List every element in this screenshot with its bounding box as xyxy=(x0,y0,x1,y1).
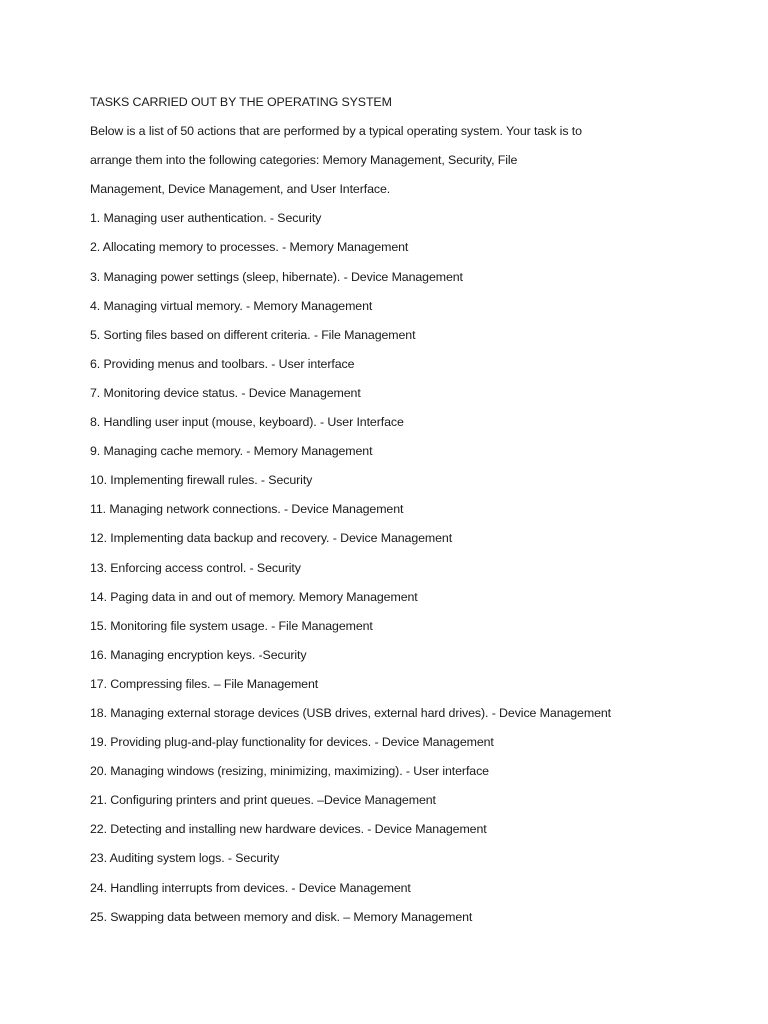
list-item: 14. Paging data in and out of memory. Memory Management xyxy=(90,589,418,604)
list-item: 19. Providing plug-and-play functionality for devices. - Device Management xyxy=(90,735,494,750)
list-item: 20. Managing windows (resizing, minimizing, maximizing). - User interface xyxy=(90,764,489,779)
list-item: 3. Managing power settings (sleep, hibernate). - Device Management xyxy=(90,269,463,284)
intro-line: arrange them into the following categories: Memory Management, Security, File xyxy=(90,153,518,168)
list-item: 21. Configuring printers and print queues. –Device Management xyxy=(90,793,436,808)
list-item: 10. Implementing firewall rules. - Security xyxy=(90,473,313,488)
list-item: 15. Monitoring file system usage. - File Management xyxy=(90,618,373,633)
list-item: 11. Managing network connections. - Device Management xyxy=(90,502,404,517)
list-item: 18. Managing external storage devices (USB drives, external hard drives). - Device Management xyxy=(90,705,611,720)
list-item: 22. Detecting and installing new hardware devices. - Device Management xyxy=(90,822,487,837)
list-item: 24. Handling interrupts from devices. - Device Management xyxy=(90,880,411,895)
list-item: 9. Managing cache memory. - Memory Management xyxy=(90,444,373,459)
list-item: 6. Providing menus and toolbars. - User interface xyxy=(90,356,355,371)
intro-line: Management, Device Management, and User Interface. xyxy=(90,182,391,197)
list-item: 2. Allocating memory to processes. - Memory Management xyxy=(90,240,409,255)
list-item: 16. Managing encryption keys. -Security xyxy=(90,647,307,662)
list-item: 17. Compressing files. – File Management xyxy=(90,676,319,691)
list-item: 12. Implementing data backup and recovery. - Device Management xyxy=(90,531,453,546)
list-item: 23. Auditing system logs. - Security xyxy=(90,851,280,866)
list-item: 5. Sorting files based on different criteria. - File Management xyxy=(90,327,416,342)
list-item: 4. Managing virtual memory. - Memory Management xyxy=(90,298,373,313)
list-item: 7. Monitoring device status. - Device Management xyxy=(90,385,361,400)
intro-line: Below is a list of 50 actions that are performed by a typical operating system. Your task is to xyxy=(90,124,582,139)
list-item: 13. Enforcing access control. - Security xyxy=(90,560,301,575)
document-heading: TASKS CARRIED OUT BY THE OPERATING SYSTEM xyxy=(90,95,392,109)
list-item: 8. Handling user input (mouse, keyboard). - User Interface xyxy=(90,415,404,430)
list-item: 25. Swapping data between memory and disk. – Memory Management xyxy=(90,909,473,924)
list-item: 1. Managing user authentication. - Security xyxy=(90,211,322,226)
document-body xyxy=(90,92,730,936)
